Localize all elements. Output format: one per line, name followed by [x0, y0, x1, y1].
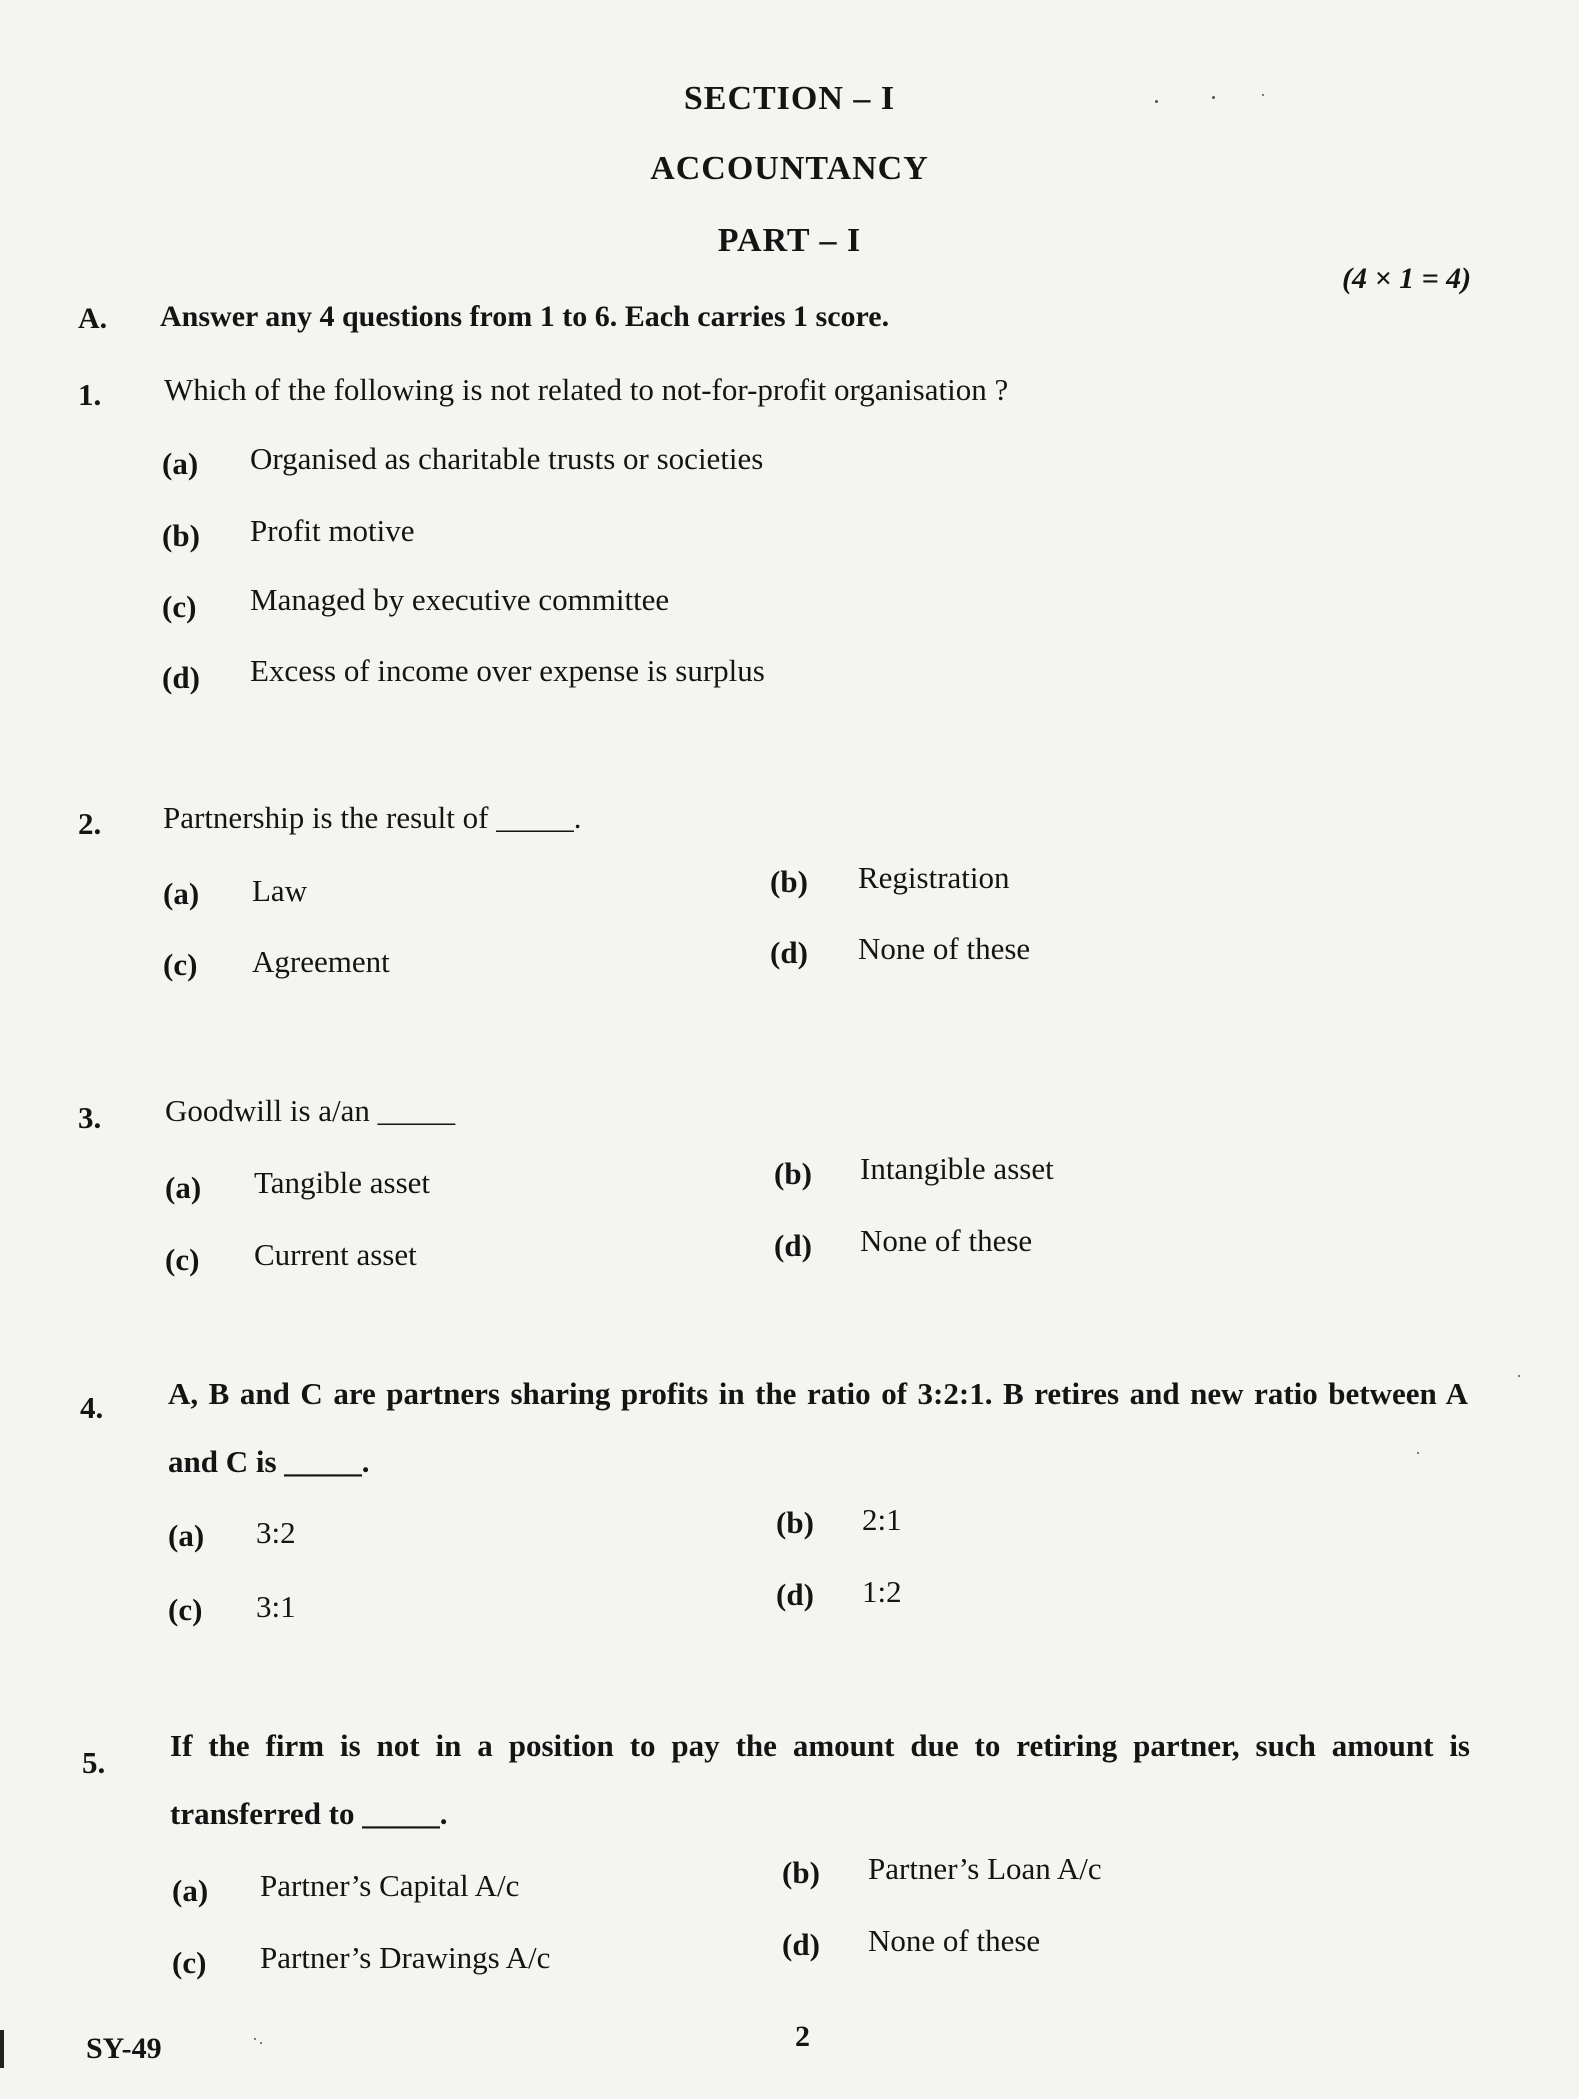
option-text: None of these — [858, 931, 1031, 966]
scan-speck — [1518, 1375, 1520, 1377]
option-text: Partner’s Drawings A/c — [260, 1940, 551, 1975]
option-label: (c) — [168, 1592, 203, 1627]
option-label: (b) — [770, 864, 808, 899]
option-text: Intangible asset — [860, 1151, 1054, 1186]
option-label: (d) — [162, 660, 200, 695]
question-number: 4. — [80, 1390, 104, 1425]
option-text: Current asset — [254, 1237, 417, 1272]
option-label: (d) — [774, 1228, 812, 1263]
option-text: Registration — [858, 860, 1010, 895]
question-number: 5. — [82, 1745, 106, 1780]
option-text: Partner’s Loan A/c — [868, 1851, 1102, 1886]
option-text: 3:2 — [256, 1515, 296, 1550]
scan-speck — [1417, 1452, 1419, 1454]
page-number: 2 — [795, 2020, 810, 2053]
paper-code: SY-49 — [86, 2032, 162, 2065]
question-text: A, B and C are partners sharing profits in the ratio of 3:2:1. B retires and new ratio between A and C is _____. — [168, 1376, 1468, 1479]
option-text: Excess of income over expense is surplus — [250, 653, 765, 688]
option-label: (a) — [172, 1873, 209, 1908]
option-label: (c) — [163, 947, 198, 982]
option-label: (a) — [168, 1518, 205, 1553]
part-heading: PART – I — [717, 222, 862, 259]
instruction-label: A. — [78, 302, 108, 335]
option-label: (d) — [782, 1927, 820, 1962]
instruction-text: Answer any 4 questions from 1 to 6. Each carries 1 score. — [160, 300, 890, 333]
option-text: None of these — [868, 1923, 1041, 1958]
option-label: (b) — [162, 518, 200, 553]
option-label: (d) — [776, 1577, 814, 1612]
option-label: (c) — [165, 1242, 200, 1277]
question-number: 1. — [78, 377, 102, 412]
option-text: Partner’s Capital A/c — [260, 1868, 520, 1903]
question-number: 3. — [78, 1100, 102, 1135]
option-text: 3:1 — [256, 1589, 296, 1624]
option-label: (c) — [162, 589, 197, 624]
option-text: Law — [252, 873, 308, 908]
question-text: Which of the following is not related to not-for-profit organisation ? — [164, 372, 1009, 407]
scan-speck — [254, 2038, 256, 2040]
option-text: Tangible asset — [254, 1165, 431, 1200]
question-text: Partnership is the result of _____. — [163, 800, 582, 835]
option-label: (b) — [782, 1855, 820, 1890]
option-label: (a) — [163, 876, 200, 911]
option-text: Managed by executive committee — [250, 582, 670, 617]
option-text: Organised as charitable trusts or societies — [250, 441, 764, 476]
scan-edge-mark — [0, 2030, 4, 2068]
option-label: (a) — [165, 1170, 202, 1205]
question-text: Goodwill is a/an _____ — [165, 1093, 456, 1128]
subject-heading: ACCOUNTANCY — [650, 150, 929, 187]
option-label: (b) — [776, 1505, 814, 1540]
scan-speck — [1262, 94, 1264, 96]
option-label: (c) — [172, 1945, 207, 1980]
option-text: 2:1 — [862, 1502, 902, 1537]
question-text: If the firm is not in a position to pay the amount due to retiring partner, such amount is transferred to _____. — [170, 1728, 1470, 1831]
option-text: Profit motive — [250, 513, 415, 548]
option-text: Agreement — [252, 944, 390, 979]
question-number: 2. — [78, 806, 102, 841]
option-label: (b) — [774, 1156, 812, 1191]
option-label: (a) — [162, 446, 199, 481]
option-label: (d) — [770, 935, 808, 970]
scan-speck — [260, 2042, 262, 2044]
section-heading: SECTION – I — [683, 80, 896, 117]
scan-speck — [1155, 100, 1158, 103]
option-text: None of these — [860, 1223, 1033, 1258]
scan-speck — [1212, 96, 1215, 99]
option-text: 1:2 — [862, 1574, 902, 1609]
marks-allocation: (4 × 1 = 4) — [1342, 262, 1472, 295]
